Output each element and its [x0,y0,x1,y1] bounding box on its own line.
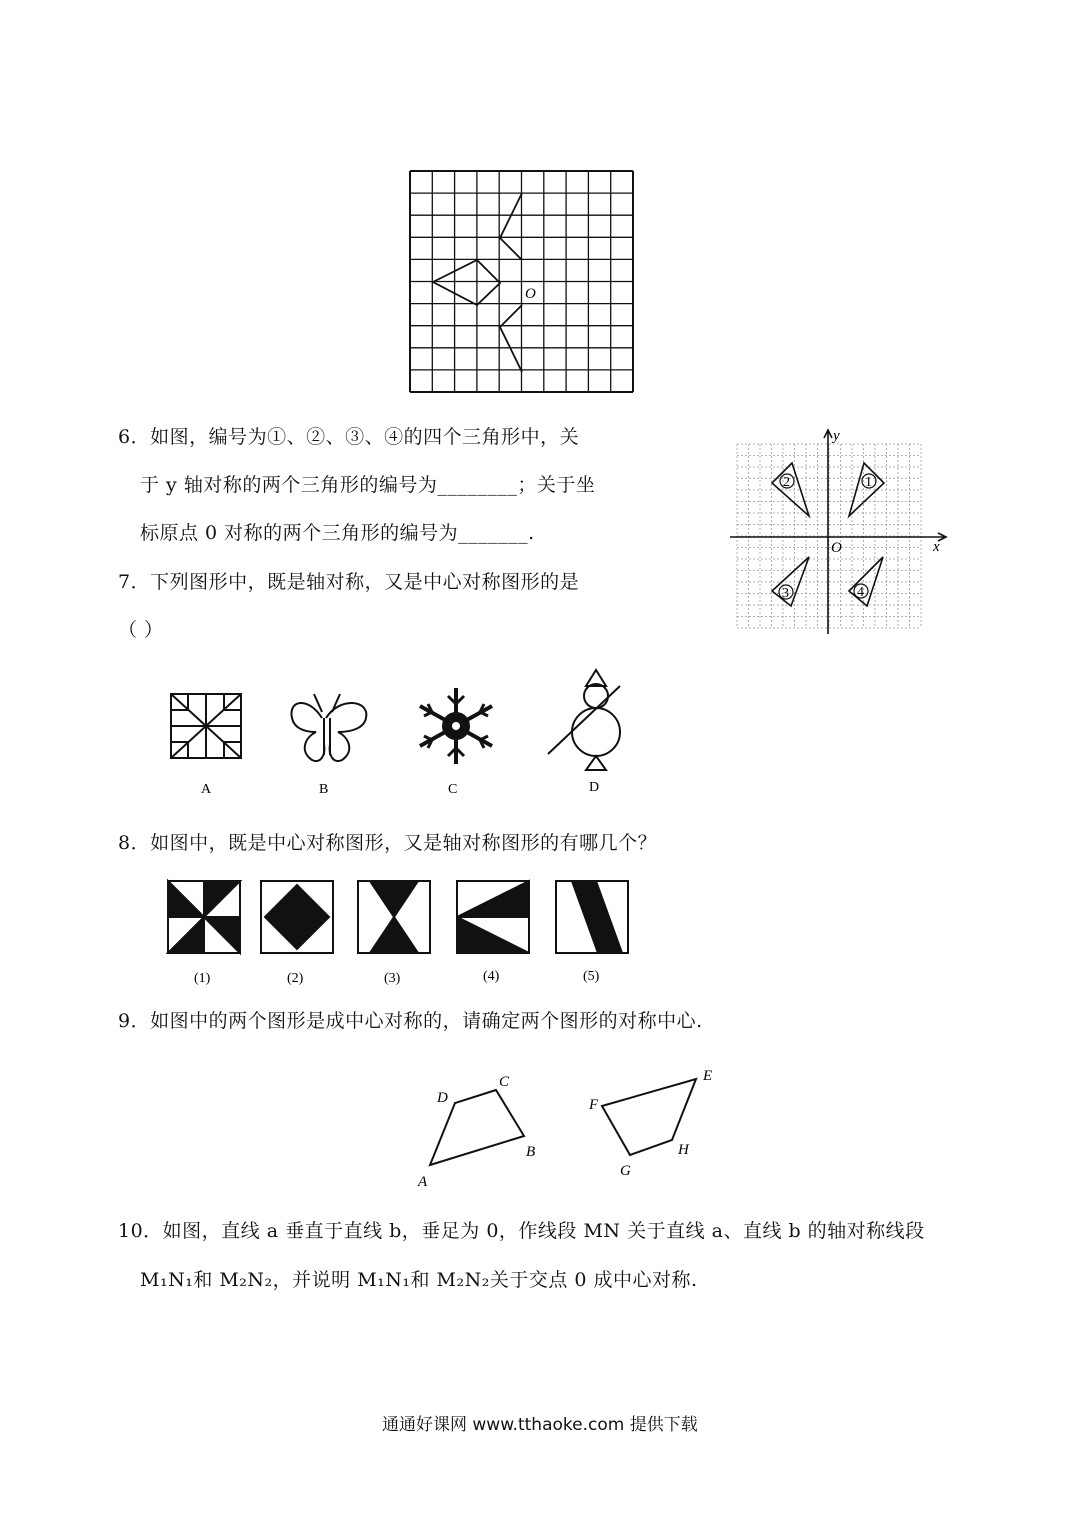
q8-label-5: (5) [583,969,600,984]
point-b: B [526,1144,536,1160]
option-b-label: B [319,782,329,797]
q8-label-1: (1) [194,971,211,986]
point-g: G [620,1163,631,1179]
tri-label-2: 2 [783,475,790,490]
q6-line2: 于 y 轴对称的两个三角形的编号为________；关于坐 [140,474,596,496]
q10-line2: M₁N₁和 M₂N₂，并说明 M₁N₁和 M₂N₂关于交点 0 成中心对称. [140,1269,698,1291]
point-f: F [589,1097,599,1113]
option-c-label: C [448,782,458,797]
tri-label-1: 1 [865,475,872,490]
x-axis-label: x [933,539,940,555]
q8-label-4: (4) [483,969,500,984]
point-a: A [418,1174,428,1190]
point-h: H [678,1142,689,1158]
q8-text: 8．如图中，既是中心对称图形，又是轴对称图形的有哪几个？ [118,832,658,854]
q8-label-2: (2) [287,971,304,986]
option-d-label: D [589,780,600,795]
point-d: D [437,1090,448,1106]
page-footer: 通通好课网 www.tthaoke.com 提供下载 [382,1415,698,1435]
tri-label-4: 4 [857,585,864,600]
y-axis-label: y [833,428,840,444]
point-c: C [499,1074,510,1090]
q7-line2: （ ） [118,619,164,641]
grid-origin-label: O [525,286,536,302]
coord-origin-label: O [831,540,842,556]
q6-line3: 标原点 0 对称的两个三角形的编号为_______. [140,522,535,544]
point-e: E [703,1068,713,1084]
q7-line1: 7．下列图形中，既是轴对称，又是中心对称图形的是 [118,571,580,593]
option-a-label: A [201,782,212,797]
q9-text: 9．如图中的两个图形是成中心对称的，请确定两个图形的对称中心. [118,1010,703,1032]
q6-line1: 6．如图，编号为①、②、③、④的四个三角形中，关 [118,426,580,448]
q10-line1: 10．如图，直线 a 垂直于直线 b，垂足为 0，作线段 MN 关于直线 a、直线 b 的轴对称线段 [118,1220,925,1242]
tri-label-3: 3 [782,586,789,601]
q8-label-3: (3) [384,971,401,986]
